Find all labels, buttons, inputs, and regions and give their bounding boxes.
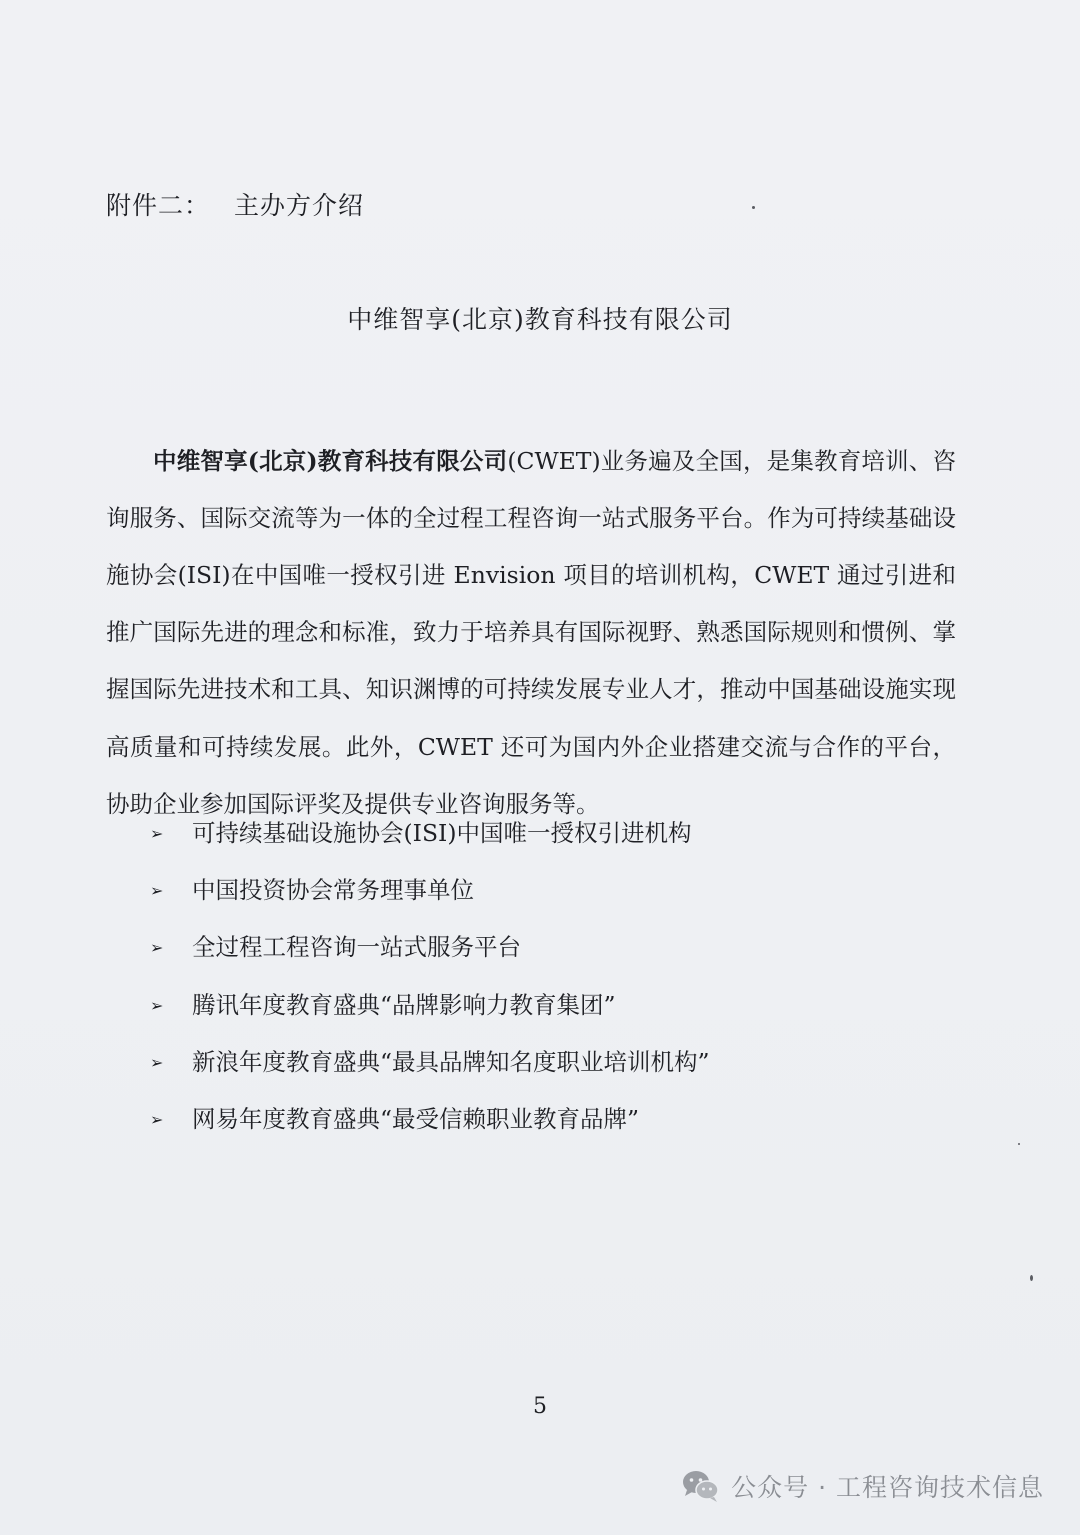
arrow-bullet-icon: ➢ xyxy=(150,938,164,958)
company-name-lead: 中维智享(北京)教育科技有限公司 xyxy=(153,446,508,475)
attachment-title: 主办方介绍 xyxy=(234,191,365,220)
scan-speck xyxy=(1030,1275,1033,1281)
arrow-bullet-icon: ➢ xyxy=(150,881,164,901)
honors-list xyxy=(150,813,710,1156)
arrow-bullet-icon: ➢ xyxy=(150,1109,164,1129)
watermark-text: 公众号 · 工程咨询技术信息 xyxy=(731,1473,1044,1502)
list-item-text: 网易年度教育盛典“最受信赖职业教育品牌” xyxy=(192,1104,640,1133)
scan-speck xyxy=(1018,1143,1020,1145)
list-item xyxy=(150,870,710,927)
attachment-heading xyxy=(106,186,364,222)
attachment-label: 附件二： xyxy=(106,191,211,220)
list-item xyxy=(150,1099,710,1156)
list-item xyxy=(150,985,710,1042)
list-item-text: 全过程工程咨询一站式服务平台 xyxy=(192,933,521,962)
list-item xyxy=(150,813,710,870)
list-item-text: 中国投资协会常务理事单位 xyxy=(192,876,474,905)
page-number: 5 xyxy=(533,1394,547,1419)
list-item-text: 新浪年度教育盛典“最具品牌知名度职业培训机构” xyxy=(192,1047,710,1076)
list-item-text: 可持续基础设施协会(ISI)中国唯一授权引进机构 xyxy=(192,819,692,847)
arrow-bullet-icon: ➢ xyxy=(150,1052,164,1072)
arrow-bullet-icon: ➢ xyxy=(150,995,164,1015)
wechat-icon xyxy=(681,1469,721,1503)
wechat-watermark xyxy=(681,1466,1044,1506)
list-item xyxy=(150,1042,710,1099)
scan-speck xyxy=(752,206,755,209)
company-introduction xyxy=(106,433,956,833)
list-item-text: 腾讯年度教育盛典“品牌影响力教育集团” xyxy=(192,990,616,1019)
introduction-body: (CWET)业务遍及全国，是集教育培训、咨询服务、国际交流等为一体的全过程工程咨询一站式服务平台。作为可持续基础设施协会(ISI)在中国唯一授权引进 Envision 项目的培训机构，CWET 通过引进和推广国际先进的理念和标准，致力于培养具有国际视野、熟悉国际规则和惯例、掌握国际先进技术和工具、知识渊博的可持续发展专业人才，推动中国基础设施实现高质量和可持续发展。此外，CWET 还可为国内外企业搭建交流与合作的平台，协助企业参加国际评奖及提供专业咨询服务等。 xyxy=(106,446,956,818)
company-title: 中维智享(北京)教育科技有限公司 xyxy=(347,305,733,334)
arrow-bullet-icon: ➢ xyxy=(150,824,164,843)
list-item xyxy=(150,927,710,984)
